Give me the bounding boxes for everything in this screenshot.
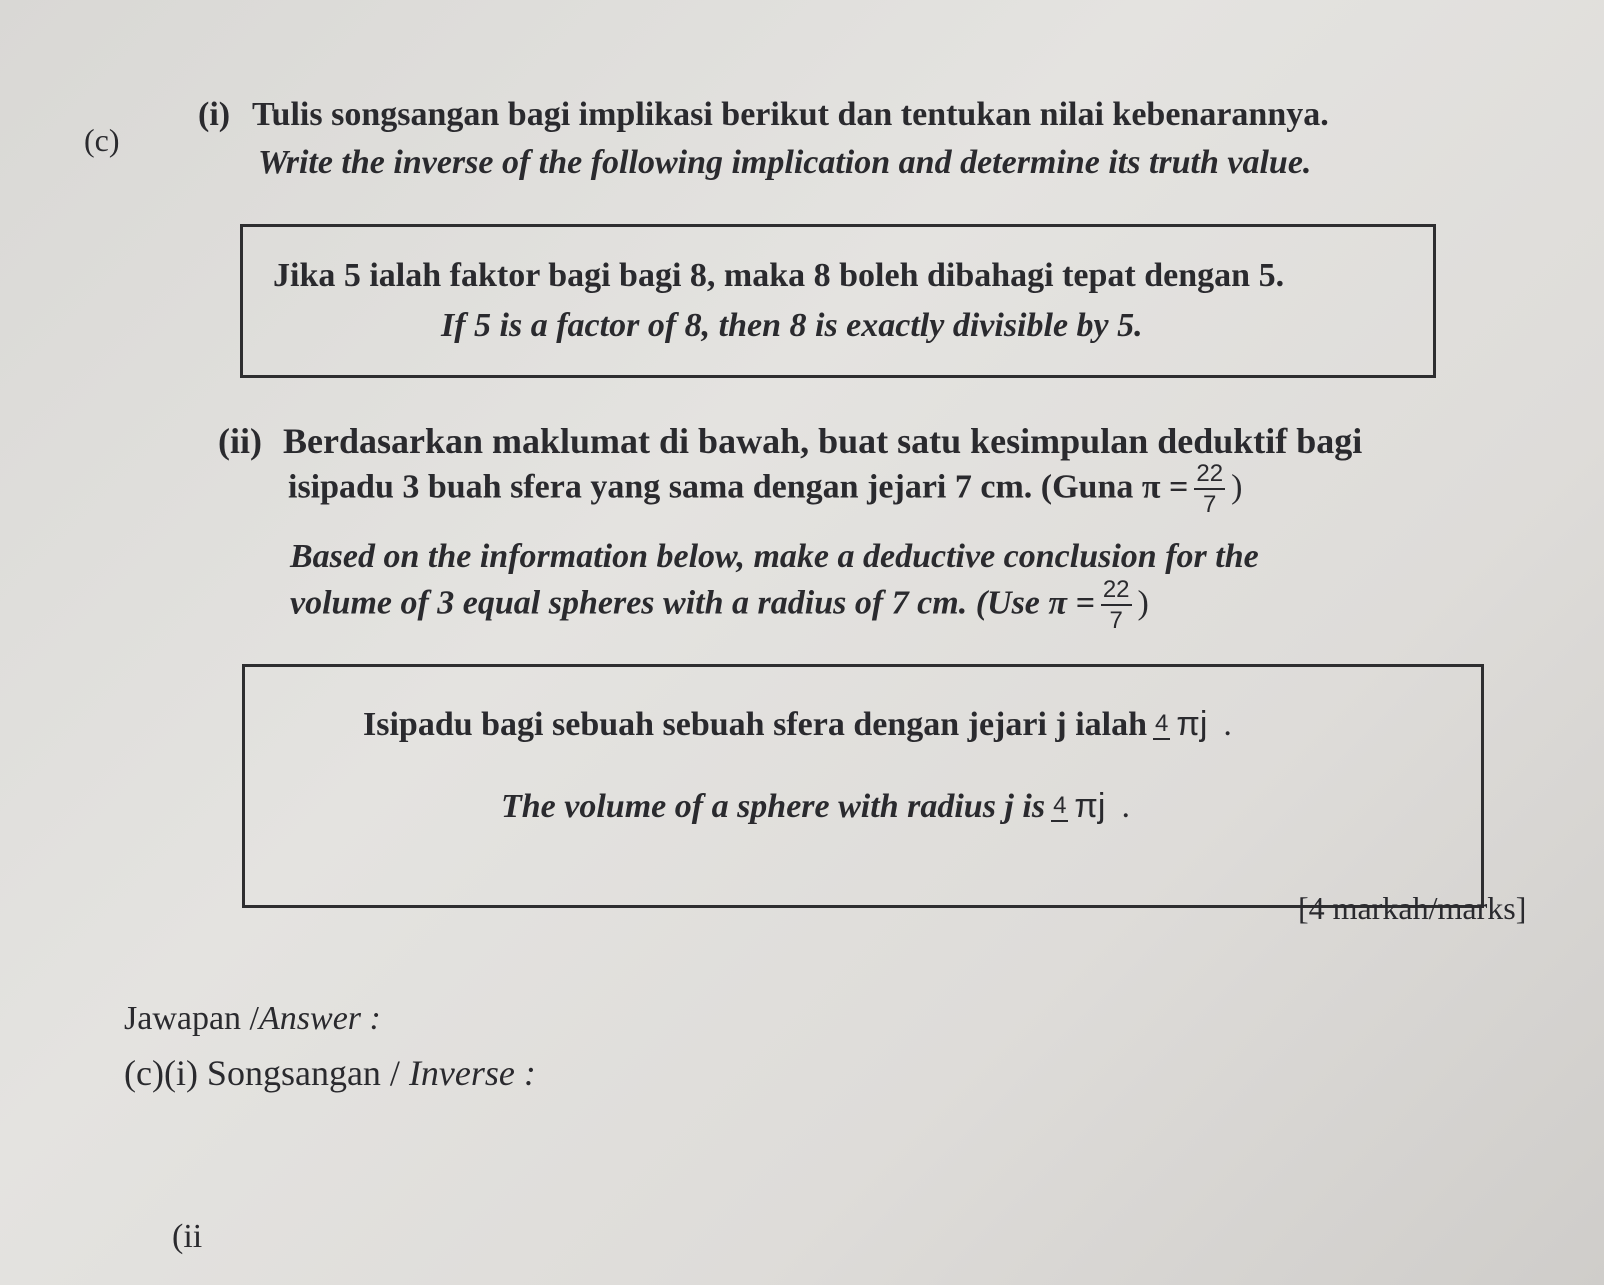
pi-fraction-english (1101, 578, 1132, 633)
premise-malay-text: Isipadu bagi sebuah sebuah sfera dengan jejari j ialah (363, 706, 1148, 743)
premise-malay (363, 705, 1232, 744)
answer-heading-malay: Jawapan / (124, 1000, 260, 1037)
implication-english: If 5 is a factor of 8, then 8 is exactly divisible by 5. (441, 307, 1143, 344)
premise-english-text: The volume of a sphere with radius j is (501, 788, 1046, 825)
ii-instruction-malay-line1: Berdasarkan maklumat di bawah, buat satu kesimpulan deduktif bagi (283, 421, 1363, 461)
instruction-malay: Tulis songsangan bagi implikasi berikut dan tentukan nilai kebenarannya. (252, 96, 1329, 133)
answer-heading (124, 1000, 381, 1038)
volume-fraction-english (1051, 791, 1068, 825)
pi-numerator-en: 22 (1101, 578, 1132, 606)
ii-malay-line2-text: isipadu 3 buah sfera yang sama dengan jejari 7 cm. (Guna π = (288, 468, 1189, 506)
volume-numerator-en: 4 (1051, 794, 1068, 822)
marks-label: [4 markah/marks] (1298, 890, 1527, 926)
ii-english-line2-text: volume of 3 equal spheres with a radius of 7 cm. (Use π = (290, 584, 1095, 622)
volume-fraction-malay (1153, 709, 1170, 743)
implication-box (240, 224, 1436, 378)
period-malay: . (1223, 706, 1232, 743)
close-paren-en: ) (1137, 584, 1149, 622)
instruction-english: Write the inverse of the following implication and determine its truth value. (258, 144, 1312, 181)
ii-instruction-malay-line2 (288, 462, 1242, 517)
answer-c-i (124, 1052, 536, 1094)
answer-c-i-malay: (c)(i) Songsangan / (124, 1053, 400, 1093)
pi-denominator: 7 (1203, 491, 1217, 518)
part-c-label: (c) (84, 122, 120, 158)
volume-denominator (1153, 740, 1170, 743)
pi-numerator: 22 (1194, 462, 1225, 490)
period-english: . (1121, 788, 1130, 825)
ii-instruction-english-line1: Based on the information below, make a deductive conclusion for the (290, 538, 1259, 575)
pi-denominator-en: 7 (1109, 607, 1123, 634)
volume-numerator: 4 (1153, 712, 1170, 740)
volume-denominator-en (1051, 822, 1068, 825)
pi-fraction-malay (1194, 462, 1225, 517)
answer-heading-english: Answer : (259, 1000, 381, 1037)
answer-c-ii-label: (ii (172, 1218, 203, 1255)
answer-c-i-english: Inverse : (408, 1053, 536, 1093)
ii-instruction-english-line2 (290, 578, 1149, 633)
pi-j-malay: πj (1176, 705, 1208, 743)
part-c-ii-label: (ii) (218, 421, 262, 461)
pi-j-english: πj (1074, 787, 1106, 825)
premise-box (242, 664, 1484, 908)
close-paren: ) (1231, 468, 1243, 506)
implication-malay: Jika 5 ialah faktor bagi bagi 8, maka 8 boleh dibahagi tepat dengan 5. (273, 257, 1285, 294)
part-c-i-label: (i) (198, 96, 231, 133)
premise-english (501, 787, 1130, 826)
